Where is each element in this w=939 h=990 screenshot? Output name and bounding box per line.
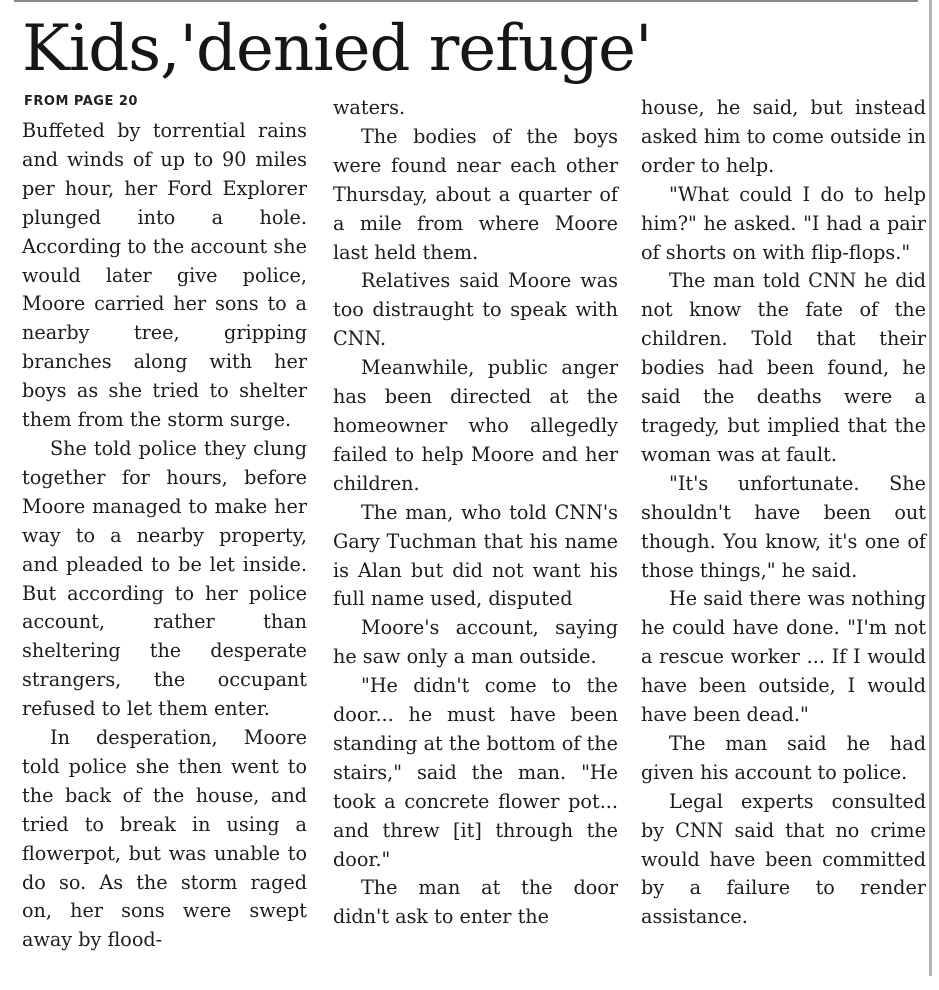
paragraph: waters.	[333, 96, 406, 119]
top-rule	[14, 0, 918, 2]
paragraph: "What could I do to help him?" he asked. "I had a pair of shorts on with flip-flops."	[641, 182, 926, 264]
paragraph: Moore's account, saying he saw only a man outside.	[333, 616, 618, 669]
paragraph: Meanwhile, public anger has been directed at the homeowner who allegedly failed to help Moore and her children.	[333, 356, 618, 495]
paragraph: "It's unfortunate. She shouldn't have been out though. You know, it's one of those things," he said.	[641, 471, 926, 582]
paragraph: Buffeted by torrential rains and winds of up to 90 miles per hour, her Ford Explorer plunged into a hole. According to the account she would later give police, Moore carried her sons to a nearby tree, gripping branches along with her boys as she tried to shelter them from the storm surge.	[22, 119, 307, 432]
paragraph: The man said he had given his account to police.	[641, 731, 926, 784]
paragraph: She told police they clung together for hours, before Moore managed to make her way to a nearby property, and pleaded to be let inside. But according to her police account, rather than sheltering the desperate strangers, the occupant refused to let them enter.	[22, 436, 307, 721]
paragraph: The man at the door didn't ask to enter the	[333, 876, 618, 929]
right-column-rule	[929, 0, 932, 976]
article-column-3	[641, 94, 926, 932]
paragraph: house, he said, but instead asked him to come outside in order to help.	[641, 96, 926, 177]
paragraph: Relatives said Moore was too distraught to speak with CNN.	[333, 269, 618, 351]
paragraph: The man, who told CNN's Gary Tuchman that his name is Alan but did not want his full name used, disputed	[333, 500, 618, 611]
paragraph: The man told CNN he did not know the fate of the children. Told that their bodies had been found, he said the deaths were a tragedy, but implied that the woman was at fault.	[641, 269, 926, 466]
paragraph: The bodies of the boys were found near each other Thursday, about a quarter of a mile from where Moore last held them.	[333, 124, 618, 264]
continued-from-kicker: FROM PAGE 20	[24, 94, 138, 109]
paragraph: He said there was nothing he could have done. "I'm not a rescue worker ... If I would have been outside, I would have been dead."	[641, 587, 926, 727]
article-column-1	[22, 117, 307, 955]
paragraph: In desperation, Moore told police she then went to the back of the house, and tried to break in using a flowerpot, but was unable to do so. As the storm raged on, her sons were swept away by flood-	[22, 726, 307, 952]
article-column-2	[333, 94, 618, 932]
paragraph: Legal experts consulted by CNN said that no crime would have been committed by a failure to render assistance.	[641, 789, 926, 929]
paragraph: "He didn't come to the door... he must have been standing at the bottom of the stairs," said the man. "He took a concrete flower pot... and threw [it] through the door."	[333, 674, 618, 871]
headline: Kids,'denied refuge'	[22, 12, 652, 86]
